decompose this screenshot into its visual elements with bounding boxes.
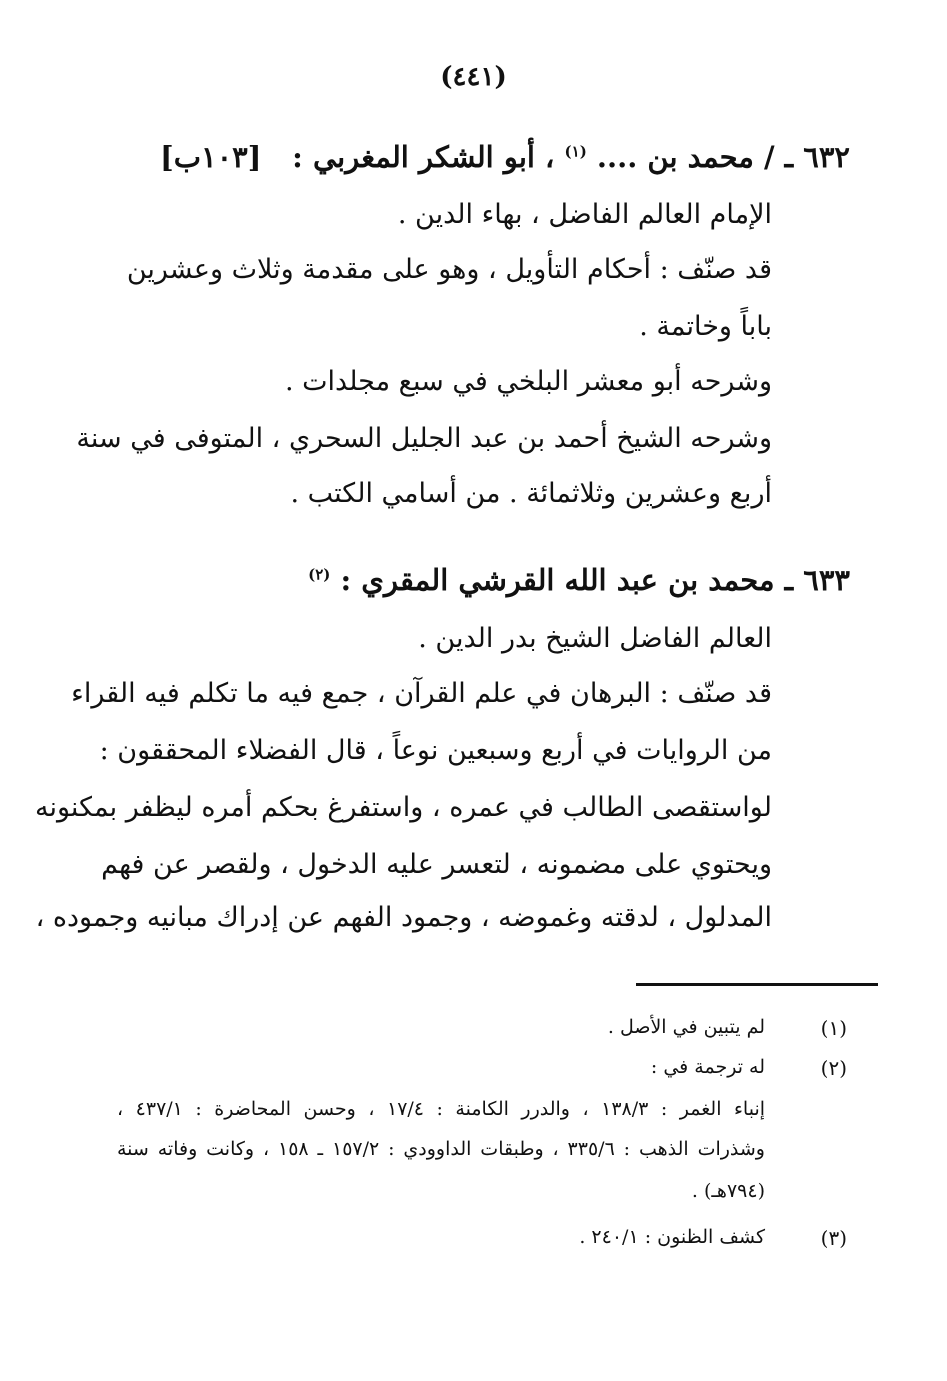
entry-632-line-5: وشرحه الشيخ أحمد بن عبد الجليل السحري ، المتوفى في سنة	[76, 423, 772, 454]
footnote-3-line-1: كشف الظنون : ٢٤٠/١ .	[579, 1226, 765, 1248]
entry-633-line-1: العالم الفاضل الشيخ بدر الدين .	[418, 623, 772, 654]
folio-marker: [١٠٣ب]	[160, 140, 262, 174]
footnote-2-number: (٢)	[820, 1056, 847, 1080]
entry-633-name: محمد بن عبد الله القرشي المقري :	[340, 563, 775, 597]
entry-632-line-6: أربع وعشرين وثلاثمائة . من أسامي الكتب .	[290, 478, 772, 509]
entry-632-line-1: الإمام العالم الفاضل ، بهاء الدين .	[397, 199, 772, 230]
entry-632-number: ٦٣٢ ـ /	[763, 140, 850, 174]
footnote-separator	[636, 983, 878, 986]
entry-632-heading	[292, 140, 850, 175]
footnote-2-line-3: وشذرات الذهب : ٣٣٥/٦ ، وطبقات الداوودي : ١٥٧/٢ ـ ١٥٨ ، وكانت وفاته سنة	[117, 1138, 765, 1160]
entry-633-line-5: ويحتوي على مضمونه ، لتعسر عليه الدخول ، ولقصر عن فهم	[101, 849, 772, 880]
entry-633-line-6: المدلول ، لدقته وغموضه ، وجمود الفهم عن إدراك مبانيه وجموده ،	[35, 902, 772, 933]
entry-633-line-3: من الروايات في أربع وسبعين نوعاً ، قال الفضلاء المحققون :	[99, 735, 772, 766]
entry-633-number: ٦٣٣ ـ	[784, 563, 850, 597]
page-number: (٤٤١)	[440, 62, 507, 92]
entry-632-name-part1: محمد بن ....	[596, 140, 754, 174]
entry-632-line-2: قد صنّف : أحكام التأويل ، وهو على مقدمة وثلاث وعشرين	[126, 254, 772, 285]
footnote-2-line-1: له ترجمة في :	[650, 1056, 765, 1078]
entry-632-line-3: باباً وخاتمة .	[639, 311, 772, 342]
entry-633-line-2: قد صنّف : البرهان في علم القرآن ، جمع فيه ما تكلم فيه القراء	[71, 678, 772, 709]
footnote-ref-2: (٢)	[308, 565, 331, 584]
footnote-1-line-1: لم يتبين في الأصل .	[607, 1016, 765, 1038]
footnote-3-number: (٣)	[820, 1226, 847, 1250]
entry-632-name-part2: ، أبو الشكر المغربي :	[292, 140, 555, 174]
entry-633-heading	[308, 563, 850, 598]
footnote-2-line-4: (٧٩٤هـ) .	[691, 1180, 765, 1202]
footnote-ref-1: (١)	[564, 142, 587, 161]
footnote-2-line-2: إنباء الغمر : ١٣٨/٣ ، والدرر الكامنة : ١٧/٤ ، وحسن المحاضرة : ٤٣٧/١ ،	[117, 1098, 766, 1120]
footnote-1-number: (١)	[820, 1016, 847, 1040]
entry-633-line-4: لواستقصى الطالب في عمره ، واستفرغ بحكم أمره ليظفر بمكنونه	[34, 792, 772, 823]
entry-632-line-4: وشرحه أبو معشر البلخي في سبع مجلدات .	[284, 366, 772, 397]
